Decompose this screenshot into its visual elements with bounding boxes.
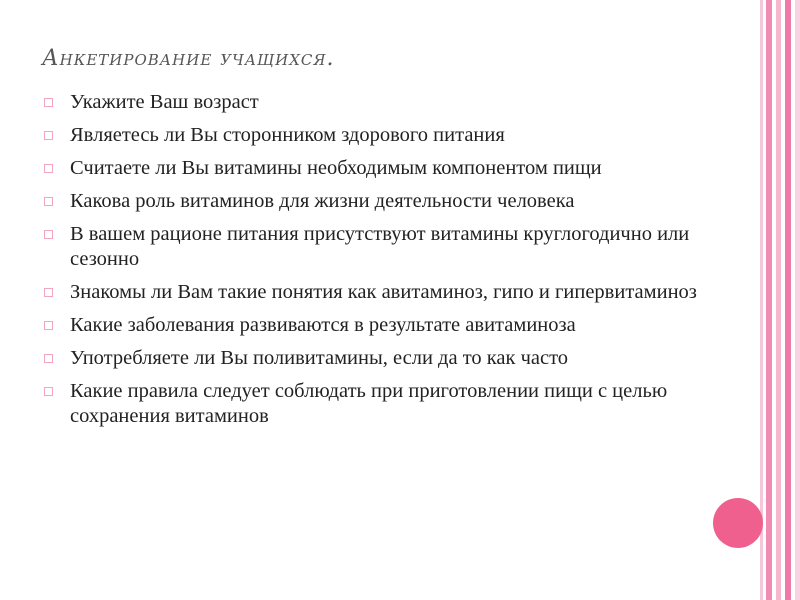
bullet-text: Знакомы ли Вам такие понятия как авитаминоз, гипо и гипервитаминоз bbox=[70, 281, 697, 303]
stripe bbox=[785, 0, 791, 600]
square-bullet-icon bbox=[44, 288, 53, 297]
stripe bbox=[766, 0, 772, 600]
bullet-item bbox=[42, 156, 742, 181]
bullet-text: Какова роль витаминов для жизни деятельности человека bbox=[70, 190, 575, 212]
bullet-text: Какие правила следует соблюдать при приготовлении пищи с целью сохранения витаминов bbox=[70, 380, 668, 427]
bullet-text: Употребляете ли Вы поливитамины, если да то как часто bbox=[70, 347, 569, 369]
square-bullet-icon bbox=[44, 387, 53, 396]
stripe bbox=[795, 0, 800, 600]
square-bullet-icon bbox=[44, 321, 53, 330]
bullet-item bbox=[42, 222, 742, 272]
pink-circle-decoration bbox=[713, 498, 763, 548]
bullet-text: Считаете ли Вы витамины необходимым компонентом пищи bbox=[70, 157, 602, 179]
bullet-item bbox=[42, 280, 742, 305]
bullet-item bbox=[42, 313, 742, 338]
bullet-text: Какие заболевания развиваются в результате авитаминоза bbox=[70, 314, 576, 336]
stripe bbox=[776, 0, 781, 600]
stripe bbox=[760, 0, 763, 600]
square-bullet-icon bbox=[44, 131, 53, 140]
bullet-text: Являетесь ли Вы сторонником здорового питания bbox=[70, 124, 505, 146]
square-bullet-icon bbox=[44, 354, 53, 363]
bullet-item bbox=[42, 90, 742, 115]
square-bullet-icon bbox=[44, 164, 53, 173]
decorative-stripes bbox=[755, 0, 800, 600]
bullet-text: Укажите Ваш возраст bbox=[70, 91, 259, 113]
square-bullet-icon bbox=[44, 98, 53, 107]
bullet-item bbox=[42, 346, 742, 371]
bullet-text: В вашем рационе питания присутствуют витамины круглогодично или сезонно bbox=[70, 223, 690, 270]
bullet-list bbox=[42, 90, 742, 437]
square-bullet-icon bbox=[44, 230, 53, 239]
bullet-item bbox=[42, 189, 742, 214]
slide-title: Анкетирование учащихся. bbox=[42, 46, 335, 71]
square-bullet-icon bbox=[44, 197, 53, 206]
bullet-item bbox=[42, 379, 742, 429]
bullet-item bbox=[42, 123, 742, 148]
